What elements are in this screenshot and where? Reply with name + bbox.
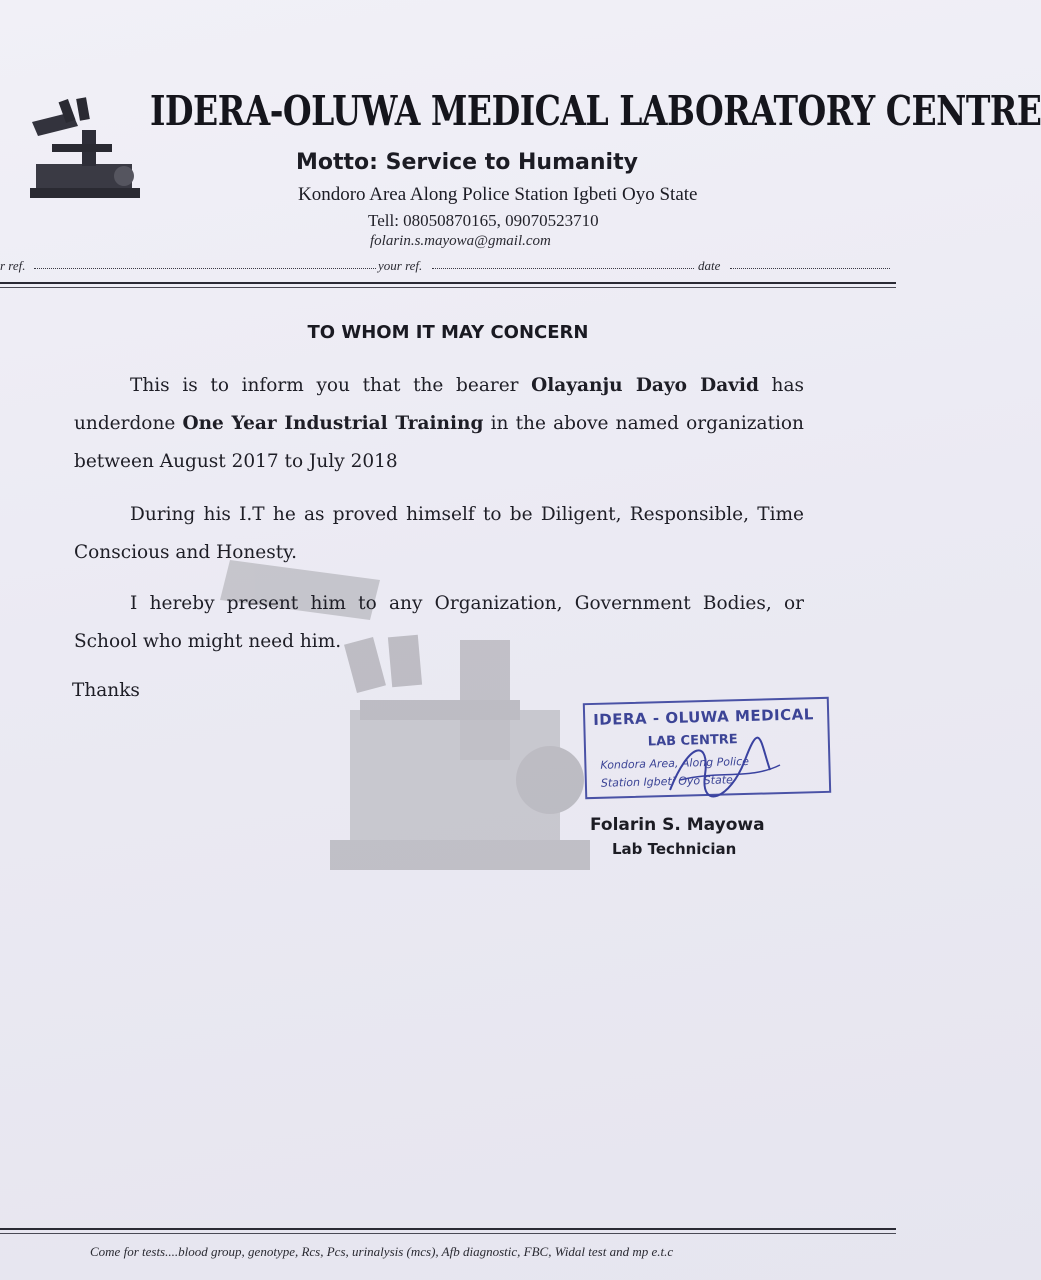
header-divider xyxy=(0,282,896,284)
p1-text-b: has underdone xyxy=(74,375,804,434)
paragraph-recommendation xyxy=(74,585,804,661)
bearer-name: Olayanju Dayo David xyxy=(531,375,759,396)
date-label: date xyxy=(698,258,721,273)
letter-heading: TO WHOM IT MAY CONCERN xyxy=(307,322,589,343)
signatory-name: Folarin S. Mayowa xyxy=(590,815,765,835)
header-divider-thin xyxy=(0,287,896,288)
your-ref-label: your ref. xyxy=(378,258,423,273)
paragraph-bearer xyxy=(74,367,804,481)
p1-text-a: This is to inform you that the bearer xyxy=(130,375,532,396)
stamp-line-4: Station Igbeti Oyo State xyxy=(600,773,733,790)
stamp-line-3: Kondora Area, Along Police xyxy=(600,754,750,772)
stamp-line-2: LAB CENTRE xyxy=(647,732,738,750)
closing-thanks: Thanks xyxy=(72,680,140,701)
footer-divider xyxy=(0,1228,896,1230)
reference-line xyxy=(0,256,896,278)
our-ref-label: r ref. xyxy=(0,258,26,273)
organization-address: Kondoro Area Along Police Station Igbeti Oyo State xyxy=(298,184,698,205)
organization-name: IDERA-OLUWA MEDICAL LABORATORY CENTRE xyxy=(150,86,1041,135)
p1-text-c: in the above named organization between August 2017 to July 2018 xyxy=(74,413,804,472)
footer-services: Come for tests....blood group, genotype, Rcs, Pcs, urinalysis (mcs), Afb diagnostic, FBC, Widal test and mp e.t.c xyxy=(90,1244,674,1259)
training-type: One Year Industrial Training xyxy=(182,413,484,434)
paragraph-conduct xyxy=(74,496,804,572)
organization-email: folarin.s.mayowa@gmail.com xyxy=(370,233,551,249)
stamp-line-1: IDERA - OLUWA MEDICAL xyxy=(592,705,815,729)
footer-divider-thin xyxy=(0,1233,896,1234)
signatory-role: Lab Technician xyxy=(612,840,737,858)
p2-text: During his I.T he as proved himself to be Diligent, Responsible, Time Conscious and Honesty. xyxy=(74,504,804,563)
organization-motto: Motto: Service to Humanity xyxy=(296,150,638,175)
microscope-logo-icon xyxy=(22,92,148,210)
p3-text: I hereby present him to any Organization, Government Bodies, or School who might need him. xyxy=(74,593,804,652)
organization-phone: Tell: 08050870165, 09070523710 xyxy=(368,211,599,230)
handwritten-signature xyxy=(647,730,790,810)
